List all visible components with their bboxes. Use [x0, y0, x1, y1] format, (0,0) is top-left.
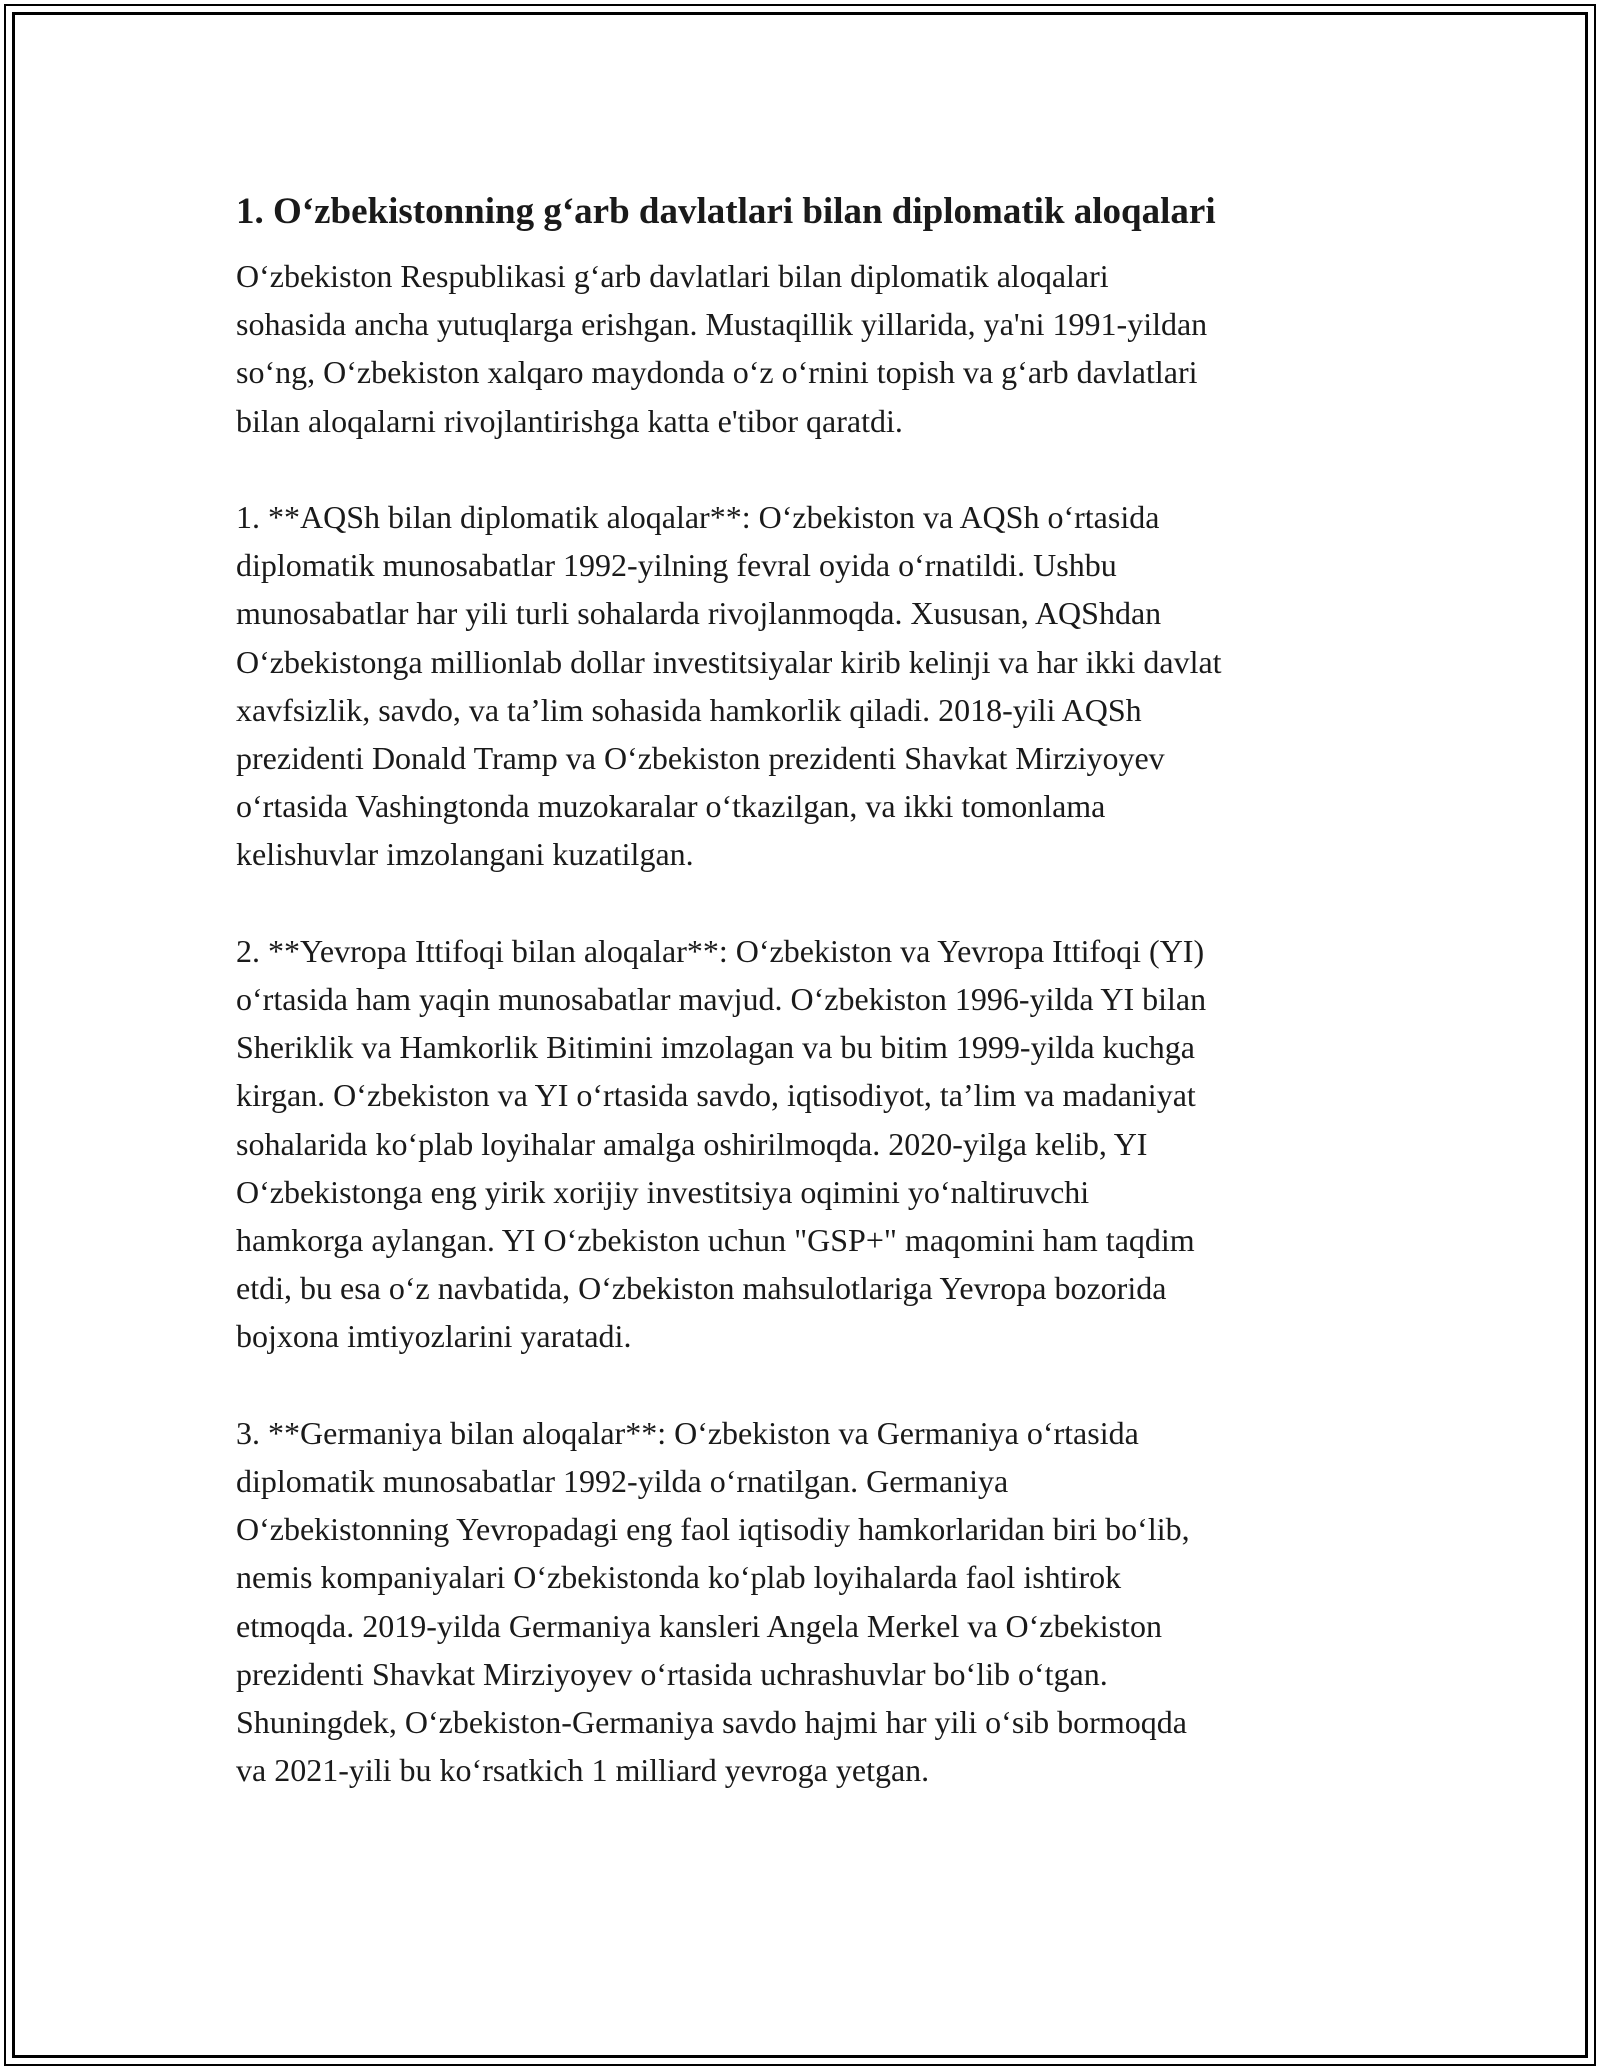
- germany-relations-paragraph: [236, 1409, 1386, 1795]
- text-line: bilan aloqalarni rivojlantirishga katta e'tibor qaratdi.: [236, 402, 903, 439]
- text-line: O‘zbekistonga millionlab dollar investitsiyalar kirib kelinji va har ikki davlat: [236, 643, 1222, 680]
- text-line: Shuningdek, O‘zbekiston-Germaniya savdo hajmi har yili o‘sib bormoqda: [236, 1704, 1187, 1741]
- text-line: hamkorga aylangan. YI O‘zbekiston uchun "GSP+" maqomini ham taqdim: [236, 1222, 1195, 1259]
- usa-relations-paragraph: [236, 493, 1386, 879]
- text-line: diplomatik munosabatlar 1992-yilda o‘rnatilgan. Germaniya: [236, 1463, 1009, 1500]
- text-line: so‘ng, O‘zbekiston xalqaro maydonda o‘z o‘rnini topish va g‘arb davlatlari: [236, 354, 1198, 391]
- text-line: prezidenti Donald Tramp va O‘zbekiston prezidenti Shavkat Mirziyoyev: [236, 740, 1165, 777]
- text-line: 1. **AQSh bilan diplomatik aloqalar**: O‘zbekiston va AQSh o‘rtasida: [236, 499, 1160, 535]
- text-line: O‘zbekistonga eng yirik xorijiy investitsiya oqimini yo‘naltiruvchi: [236, 1173, 1090, 1210]
- text-line: va 2021-yili bu ko‘rsatkich 1 milliard yevroga yetgan.: [236, 1752, 930, 1789]
- text-line: munosabatlar har yili turli sohalarda rivojlanmoqda. Xususan, AQShdan: [236, 595, 1162, 632]
- text-line: etdi, bu esa o‘z navbatida, O‘zbekiston mahsulotlariga Yevropa bozorida: [236, 1270, 1167, 1307]
- document-title: 1. O‘zbekistonning g‘arb davlatlari bilan diplomatik aloqalari: [236, 191, 1216, 232]
- text-line: nemis kompaniyalari O‘zbekistonda ko‘plab loyihalarda faol ishtirok: [236, 1559, 1122, 1596]
- text-line: prezidenti Shavkat Mirziyoyev o‘rtasida uchrashuvlar bo‘lib o‘tgan.: [236, 1655, 1108, 1692]
- text-line: bojxona imtiyozlarini yaratadi.: [236, 1318, 632, 1355]
- intro-paragraph: [236, 252, 1386, 445]
- text-line: Sheriklik va Hamkorlik Bitimini imzolagan va bu bitim 1999-yilda kuchga: [236, 1029, 1195, 1066]
- text-line: O‘zbekistonning Yevropadagi eng faol iqtisodiy hamkorlaridan biri bo‘lib,: [236, 1511, 1190, 1548]
- text-line: etmoqda. 2019-yilda Germaniya kansleri Angela Merkel va O‘zbekiston: [236, 1607, 1162, 1644]
- text-line: o‘rtasida ham yaqin munosabatlar mavjud. O‘zbekiston 1996-yilda YI bilan: [236, 981, 1207, 1018]
- text-line: diplomatik munosabatlar 1992-yilning fevral oyida o‘rnatildi. Ushbu: [236, 547, 1117, 584]
- text-line: sohasida ancha yutuqlarga erishgan. Mustaqillik yillarida, ya'ni 1991-yildan: [236, 306, 1208, 343]
- text-line: xavfsizlik, savdo, va ta’lim sohasida hamkorlik qiladi. 2018-yili AQSh: [236, 691, 1142, 728]
- document-body: [236, 188, 1386, 1843]
- text-line: sohalarida ko‘plab loyihalar amalga oshirilmoqda. 2020-yilga kelib, YI: [236, 1125, 1148, 1162]
- text-line: o‘rtasida Vashingtonda muzokaralar o‘tkazilgan, va ikki tomonlama: [236, 788, 1106, 825]
- text-line: kirgan. O‘zbekiston va YI o‘rtasida savdo, iqtisodiyot, ta’lim va madaniyat: [236, 1077, 1196, 1114]
- text-line: 3. **Germaniya bilan aloqalar**: O‘zbekiston va Germaniya o‘rtasida: [236, 1414, 1139, 1451]
- text-line: 2. **Yevropa Ittifoqi bilan aloqalar**: O‘zbekiston va Yevropa Ittifoqi (YI): [236, 932, 1205, 969]
- text-line: kelishuvlar imzolangani kuzatilgan.: [236, 836, 694, 873]
- text-line: O‘zbekiston Respublikasi g‘arb davlatlari bilan diplomatik aloqalari: [236, 258, 1109, 294]
- eu-relations-paragraph: [236, 927, 1386, 1361]
